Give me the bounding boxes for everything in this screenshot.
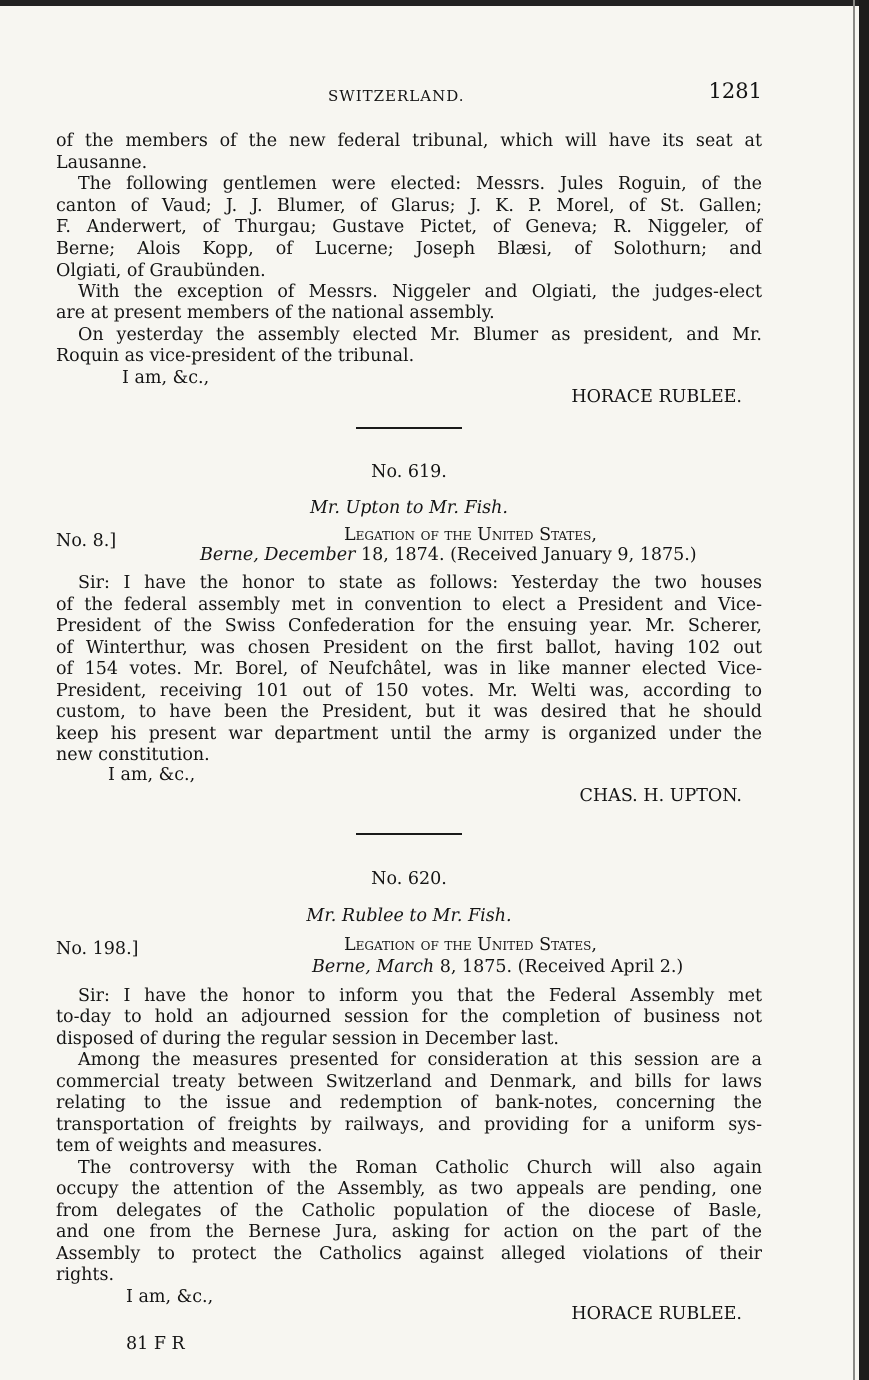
correspondents: Mr. Upton to Mr. Fish. <box>309 498 508 518</box>
text-line: of Winterthur, was chosen President on the first ballot, having 102 out <box>56 638 762 658</box>
date-month: December <box>264 545 356 565</box>
dateline <box>200 544 760 566</box>
text-line: The following gentlemen were elected: Messrs. Jules Roguin, of the <box>78 174 762 194</box>
text-line: relating to the issue and redemption of bank-notes, concerning the <box>56 1093 762 1113</box>
text-line: and one from the Bernese Jura, asking for action on the part of the <box>56 1222 762 1242</box>
date-month: March <box>376 957 435 977</box>
text-line: Olgiati, of Graubünden. <box>56 261 266 281</box>
closing: I am, &c., <box>108 765 196 785</box>
place: Berne, <box>312 957 371 977</box>
text-line: On yesterday the assembly elected Mr. Blumer as president, and Mr. <box>78 325 762 345</box>
text-line: new constitution. <box>56 745 210 765</box>
text-line: of the federal assembly met in convention to elect a President and Vice- <box>56 595 762 615</box>
text-line: President of the Swiss Confederation for the ensuing year. Mr. Scherer, <box>56 616 762 636</box>
text-line: from delegates of the Catholic population of the diocese of Basle, <box>56 1201 762 1221</box>
page-number: 1281 <box>708 79 762 103</box>
signature: HORACE RUBLEE. <box>571 1304 742 1324</box>
text-line: occupy the attention of the Assembly, as two appeals are pending, one <box>56 1179 762 1199</box>
text-line: of the members of the new federal tribunal, which will have its seat at <box>56 131 762 151</box>
legation: Legation of the United States, <box>344 525 597 545</box>
text-line: With the exception of Messrs. Niggeler and Olgiati, the judges-elect <box>78 282 762 302</box>
text-line: transportation of freights by railways, and providing for a uniform sys- <box>56 1115 762 1135</box>
text-line: Assembly to protect the Catholics against alleged violations of their <box>56 1244 762 1264</box>
document-number: No. 619. <box>371 462 447 482</box>
signature: CHAS. H. UPTON. <box>579 786 742 806</box>
running-title: SWITZERLAND. <box>328 87 465 105</box>
page-edge <box>859 0 869 1380</box>
text-line: are at present members of the national assembly. <box>56 303 495 323</box>
section-rule <box>356 427 462 429</box>
text-line: The controversy with the Roman Catholic Church will also again <box>78 1158 762 1178</box>
text-line: Among the measures presented for consideration at this session are a <box>78 1050 762 1070</box>
text-line: F. Anderwert, of Thurgau; Gustave Pictet, of Geneva; R. Niggeler, of <box>56 217 762 237</box>
dateline <box>312 956 762 978</box>
place: Berne, <box>200 545 259 565</box>
closing: I am, &c., <box>122 368 210 388</box>
text-line: commercial treaty between Switzerland and Denmark, and bills for laws <box>56 1072 762 1092</box>
closing: I am, &c., <box>126 1287 214 1307</box>
dispatch-ref: No. 8.] <box>56 531 117 551</box>
page-edge-line <box>853 0 855 1380</box>
text-line: Roquin as vice-president of the tribunal. <box>56 346 415 366</box>
text-line: Sir: I have the honor to inform you that the Federal Assembly met <box>78 986 762 1006</box>
text-line: of 154 votes. Mr. Borel, of Neufchâtel, was in like manner elected Vice- <box>56 659 762 679</box>
text-line: Sir: I have the honor to state as follows: Yesterday the two houses <box>78 573 762 593</box>
text-line: tem of weights and measures. <box>56 1136 323 1156</box>
text-line: keep his present war department until the army is organized under the <box>56 724 762 744</box>
signature: HORACE RUBLEE. <box>571 387 742 407</box>
top-border <box>0 0 869 6</box>
text-line: disposed of during the regular session in December last. <box>56 1029 559 1049</box>
date-detail: 8, 1875. (Received April 2.) <box>439 957 684 977</box>
date-detail: 18, 1874. (Received January 9, 1875.) <box>361 545 697 565</box>
dispatch-ref: No. 198.] <box>56 939 139 959</box>
text-line: Lausanne. <box>56 153 148 173</box>
legation: Legation of the United States, <box>344 935 597 955</box>
correspondents: Mr. Rublee to Mr. Fish. <box>306 906 512 926</box>
document-number: No. 620. <box>371 869 447 889</box>
text-line: custom, to have been the President, but it was desired that he should <box>56 702 762 722</box>
text-line: to-day to hold an adjourned session for the completion of business not <box>56 1007 762 1027</box>
text-line: President, receiving 101 out of 150 votes. Mr. Welti was, according to <box>56 681 762 701</box>
section-rule <box>356 833 462 835</box>
text-line: rights. <box>56 1265 115 1285</box>
signature-mark: 81 F R <box>126 1334 185 1354</box>
text-line: canton of Vaud; J. J. Blumer, of Glarus; J. K. P. Morel, of St. Gallen; <box>56 196 762 216</box>
text-line: Berne; Alois Kopp, of Lucerne; Joseph Blæsi, of Solothurn; and <box>56 239 762 259</box>
